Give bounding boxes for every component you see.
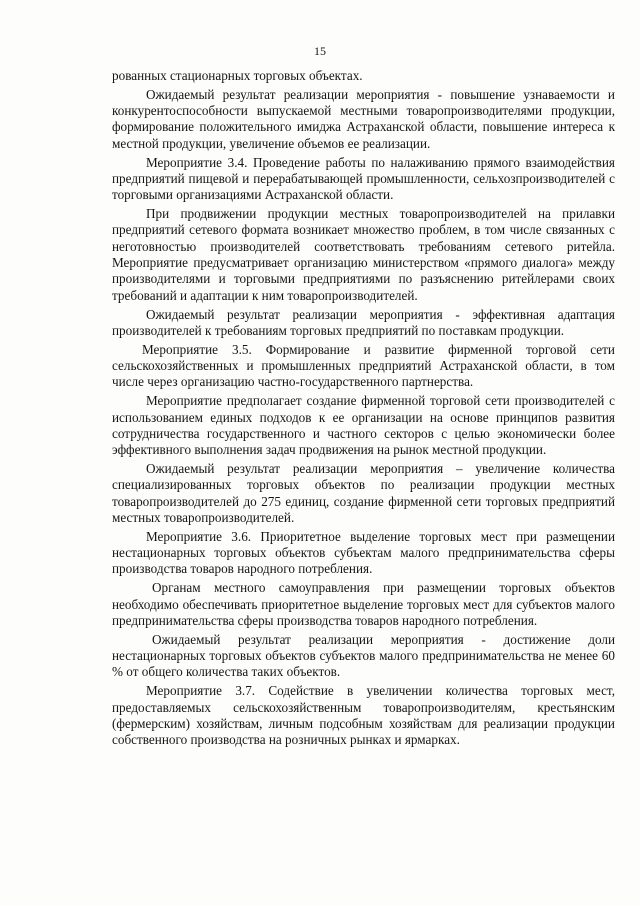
paragraph-continuation: рованных стационарных торговых объектах. [112,68,363,83]
paragraph-expected-result-3-4: Ожидаемый результат реализации мероприятия - эффективная адаптация производителей к требованиям торговых предприятий по поставкам продукции. [112,306,615,338]
body-text [112,68,615,751]
paragraph-expected-result-3-3: Ожидаемый результат реализации мероприятия - повышение узнаваемости и конкурентоспособности выпускаемой местными товаропроизводителями продукции, формирование положительного имиджа Астраханской области, повышение интереса к местной продукции, увеличение объемов ее реализации. [112,86,615,151]
paragraph-measure-3-5: Мероприятие 3.5. Формирование и развитие фирменной торговой сети сельскохозяйственных и промышленных предприятий Астраханской области, в том числе через организацию частно-государственного партнерства. [112,341,615,390]
paragraph-measure-3-7: Мероприятие 3.7. Содействие в увеличении количества торговых мест, предоставляемых сельскохозяйственным товаропроизводителям, крестьянским (фермерским) хозяйствам, личным подсобным хозяйствам для реализации продукции собственного производства на розничных рынках и ярмарках. [112,683,615,748]
paragraph-measure-3-6-description: Органам местного самоуправления при размещении торговых объектов необходимо обеспечивать приоритетное выделение торговых мест для субъектов малого предпринимательства сферы производства товаров народного потребления. [112,580,615,628]
paragraph-measure-3-4: Мероприятие 3.4. Проведение работы по налаживанию прямого взаимодействия предприятий пищевой и перерабатывающей промышленности, сельхозпроизводителей с торговыми организациями Астраханской области. [112,154,615,203]
page-number: 15 [314,44,326,58]
paragraph-measure-3-4-description: При продвижении продукции местных товаропроизводителей на прилавки предприятий сетевого формата возникает множество проблем, в том числе связанных с неготовностью производителей соответствовать требованиям сетевого ритейла. Мероприятие предусматривает организацию министерством «прямого диалога» между производителями и торговыми предприятиями по разъяснению ритейлерами своих требований и адаптации к ним товаропроизводителей. [112,206,615,303]
paragraph-expected-result-3-5: Ожидаемый результат реализации мероприятия – увеличение количества специализированных торговых объектов по реализации продукции местных товаропроизводителей до 275 единиц, создание фирменной сети торговых предприятий местных товаропроизводителей. [112,460,615,525]
paragraph-measure-3-5-description: Мероприятие предполагает создание фирменной торговой сети производителей с использованием единых подходов к ее организации на основе принципов развития сотрудничества государственного и частного секторов с целью экономически более эффективного выполнения задач продвижения на рынок местной продукции. [112,393,615,458]
paragraph-expected-result-3-6: Ожидаемый результат реализации мероприятия - достижение доли нестационарных торговых объектов субъектов малого предпринимательства не менее 60 % от общего количества таких объектов. [112,631,615,680]
paragraph-measure-3-6: Мероприятие 3.6. Приоритетное выделение торговых мест при размещении нестационарных торговых объектов субъектам малого предпринимательства сферы производства товаров народного потребления. [112,528,615,577]
